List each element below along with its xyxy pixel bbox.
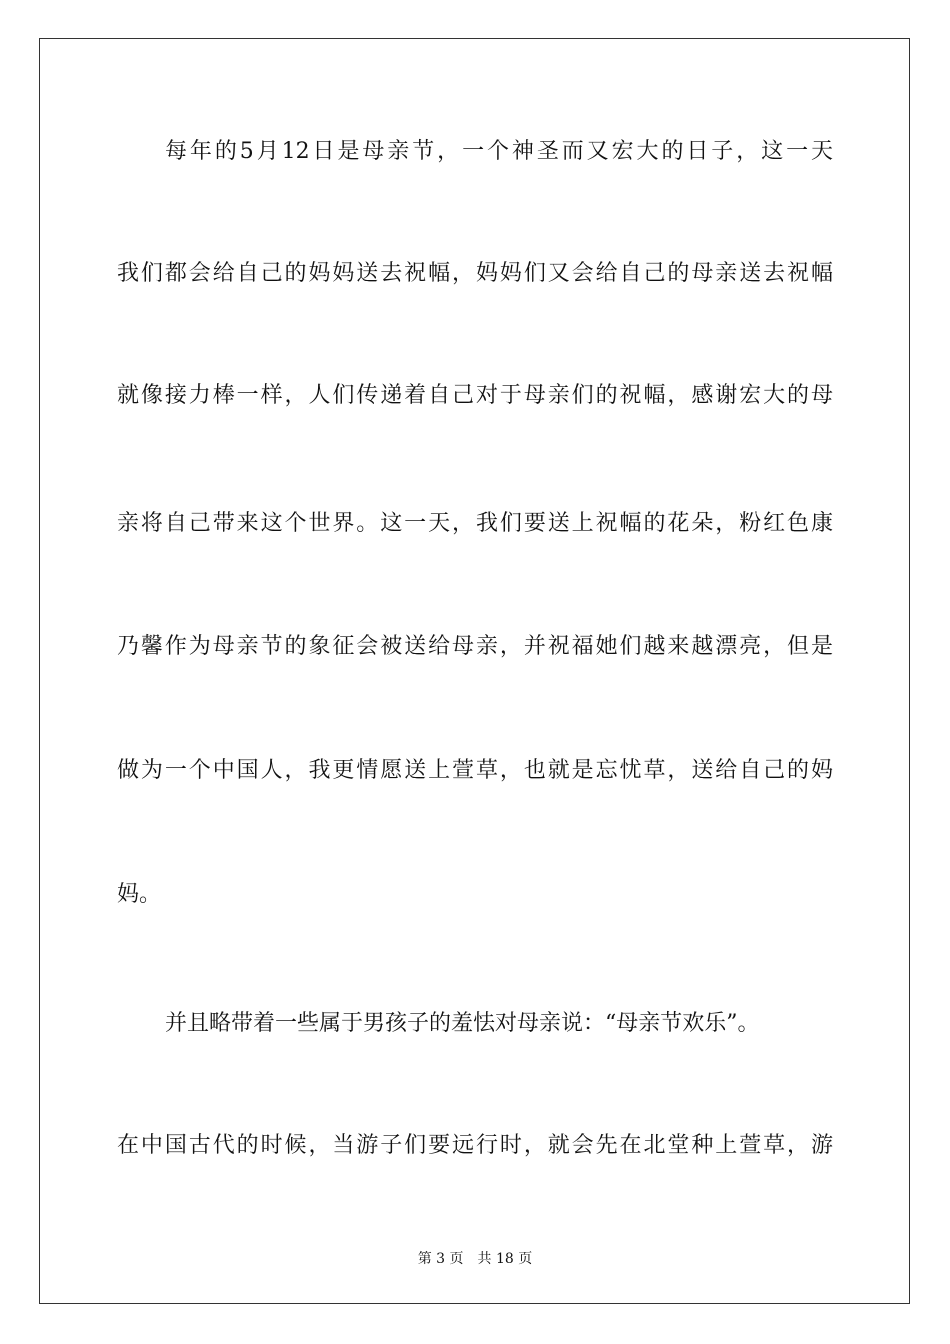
text-line-3: 就像接力棒一样，人们传递着自己对于母亲们的祝幅，感谢宏大的母: [117, 383, 833, 408]
text-line-8: 并且略带着一些属于男孩子的羞怯对母亲说：“母亲节欢乐”。: [165, 1011, 760, 1036]
text-line-1: 每年的5月12日是母亲节，一个神圣而又宏大的日子，这一天: [165, 139, 833, 164]
text-line-5: 乃馨作为母亲节的象征会被送给母亲，并祝福她们越来越漂亮，但是: [117, 634, 833, 659]
text-line-9: 在中国古代的时候，当游子们要远行时，就会先在北堂种上萱草，游: [117, 1133, 833, 1158]
page-border: [39, 38, 910, 1304]
text-line-7: 妈。: [117, 882, 162, 907]
page-number-footer: 第 3 页 共 18 页: [417, 1251, 533, 1267]
text-line-4: 亲将自己带来这个世界。这一天，我们要送上祝幅的花朵，粉红色康: [117, 511, 833, 536]
text-line-6: 做为一个中国人，我更情愿送上萱草，也就是忘忧草，送给自己的妈: [117, 758, 833, 783]
text-line-2: 我们都会给自己的妈妈送去祝幅，妈妈们又会给自己的母亲送去祝幅: [117, 261, 833, 286]
